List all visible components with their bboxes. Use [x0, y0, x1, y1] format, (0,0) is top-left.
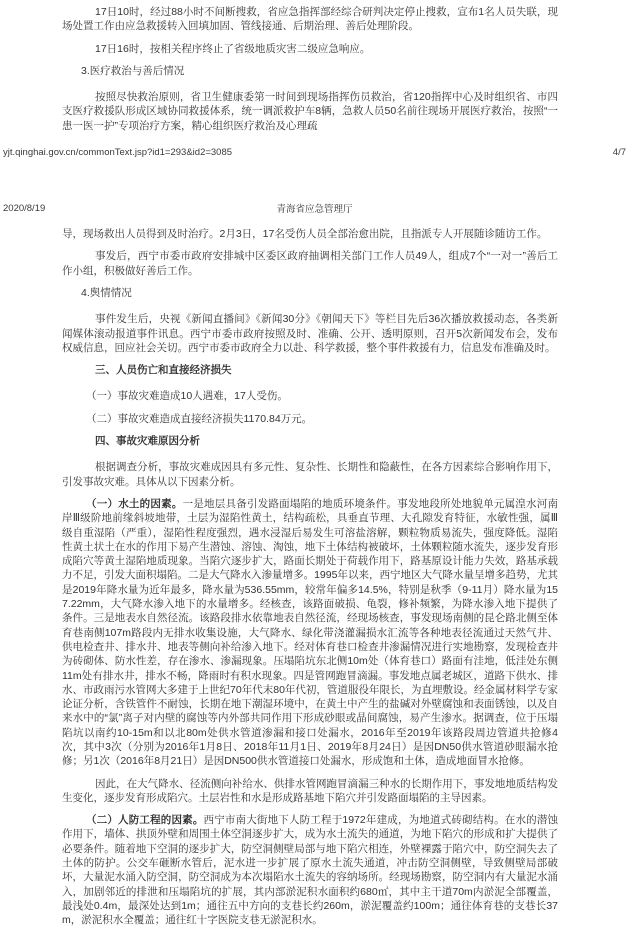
paragraph-casualty-count: （一）事故灾难造成10人遇难，17人受伤。	[86, 390, 288, 403]
paragraph-lead-civil-defense: （二）人防工程的因素。	[86, 814, 204, 827]
footer-page-number: 4/7	[612, 147, 626, 159]
paragraph-text-water-soil: 一是地层具备引发路面塌陷的地质环境条件。事发地段所处地貌单元属湟水河南岸Ⅲ级阶地前缘斜坡地带，土层为湿陷性黄土，结构疏松，具垂直节理、大孔隙发育特征，水敏性强，属Ⅲ级自重湿陷（严重），湿陷性程度强烈，遇水浸湿后易发生可溶盐溶解，颗粒物质易流失，强度降低。湿陷性黄土状土在水的作用下易产生潜蚀、溶蚀、淘蚀，地下土体结构被破坏，土体颗粒随水流失，逐步发育形成陷穴等黄土湿陷地质现象。当陷穴逐步扩大，路面长期处于荷载作用下，路基原设计能力失效，路基承载力不足，引发大面积塌陷。二是大气降水入渗量增多。1995年以来，西宁地区大气降水量呈增多趋势，尤其是2019年降水量为近年最多，降水量为536.55mm，较常年偏多14.5%，特别是秋季（9-11月）降水量为157.22mm，大气降水渗入地下的水量增多。经核查，该路面破损、龟裂，修补频繁，为降水渗入地下提供了条件。三是地表水自然径流。该路段排水依靠地表自然径流，经现场核查，事发现场南侧的昆仑路北侧至体育巷南侧107m路段内无排水收集设施，大气降水、绿化带浇灌漏损水汇流等各种地表径流通过天然气井、供电检查井、排水井、地表等侧向补给渗入地下。经对体育巷口检查井渗漏情况进行实地勘察，发现检查井为砖砌体、防水性差，存在渗水、渗漏现象。压塌陷坑东北侧10m处（体育巷口）路面有洼地，低洼处东侧11m处有排水井，排水不畅，降雨时有积水现象。四是管网跑冒滴漏。事发地点属老城区，道路下供水、排水、市政雨污水管网大多建于上世纪70年代末80年代初，管道服役年限长，为直埋敷设。经金属材料学专家论证分析，含铁管件不耐蚀，长期在地下潮湿环境中，在黄土中产生的盐碱对外壁腐蚀和表面锈蚀，以及自来水中的“氯”离子对内壁的腐蚀等内外部共同作用下形成砂眼或晶间腐蚀，易产生渗水。据调查，位于压塌陷坑以南约10-15m和以北80m处供水管道渗漏和接口处漏水，2016年至2019年该路段周边管道共抢修4次，其中3次（分别为2016年1月8日、2018年11月1日、2019年8月24日）是因DN50供水管道砂眼漏水抢修；另1次（2016年8月21日）是因DN500供水管道接口处漏水，形成饱和土体，造成地面冒水抢修。	[62, 497, 558, 768]
paragraph-analysis-intro: 根据调查分析，事故灾难成因具有多元性、复杂性、长期性和隐蔽性，在各方因素综合影响作用下，引发事故灾难。具体从以下因素分析。	[62, 461, 558, 488]
section-heading-casualties: 三、人员伤亡和直接经济损失	[95, 364, 232, 377]
paragraph-lead-water-soil: （一）水土的因素。	[86, 497, 183, 510]
section-heading-cause-analysis: 四、事故灾难原因分析	[95, 435, 200, 448]
paragraph-medical-rescue: 按照尽快救治原则，省卫生健康委第一时间到现场指挥伤员救治，省120指挥中心及时组织省、市四支医疗救援队形成区域协同救援体系，统一调派救护车8辆，急救人员50名前往现场开展医疗救治，按照“一患一医一护”专项治疗方案，精心组织医疗救治及心理疏	[62, 91, 558, 132]
paragraph-stop-search: 17日10时，经过88小时不间断搜救，省应急指挥部经综合研判决定停止搜救，宣布1名人员失联，现场处置工作由应急救援转入回填加固、管线接通、后期治理、善后处理阶段。	[62, 6, 558, 33]
paragraph-civil-defense-factor	[62, 813, 558, 927]
paragraph-end-response: 17日16时，按相关程序终止了省级地质灾害二级应急响应。	[95, 42, 371, 55]
page-5-header	[0, 201, 635, 215]
page-4-bottom-content	[62, 5, 558, 133]
header-date: 2020/8/19	[3, 202, 46, 214]
paragraph-aftercare-groups: 事发后，西宁市委市政府安排城中区委区政府抽调相关部门工作人员49人，组成7个“一对一”善后工作小组，积极做好善后工作。	[62, 250, 558, 277]
footer-url: yjt.qinghai.gov.cn/commonText.jsp?id1=293&id2=3085	[3, 147, 233, 159]
page-4-footer	[0, 147, 635, 158]
section-heading-medical: 3.医疗救治与善后情况	[81, 64, 185, 77]
section-heading-public-opinion: 4.舆情情况	[81, 286, 132, 299]
paragraph-water-soil-factor	[62, 497, 558, 769]
paragraph-treatment-continued: 导，现场救出人员得到及时治疗。2月3日，17名受伤人员全部治愈出院，且指派专人开展随诊随访工作。	[62, 228, 548, 241]
paragraph-media-coverage: 事件发生后，央视《新闻直播间》《新闻30分》《朝闻天下》等栏目先后36次播放救援动态，各类新闻媒体滚动报道事件讯息。西宁市委市政府按照及时、准确、公开、透明原则，召开5次新闻发布会，发布权威信息，回应社会关切。西宁市委市政府全力以赴、科学救援，整个事件救援有力，信息发布准确及时。	[62, 313, 558, 354]
paragraph-text-civil-defense: 西宁市南大街地下人防工程于1972年建成，为地道式砖砌结构。在水的潜蚀作用下，墙体、拱顶外壁和周围土体空洞逐步扩大，成为水土流失的通道，为地下陷穴的形成和扩大提供了必要条件。随着地下空洞的逐步扩大，防空洞侧壁局部与地下陷穴相连，外壁裸露于陷穴中，防空洞失去了土体的防护。公交车砸断水管后，泥水进一步扩展了原水土流失通道，冲击防空洞侧壁，导致侧壁局部破坏，大量泥水涌入防空洞，防空洞成为本次塌陷水土流失的容纳场所。经现场勘察，防空洞内有大量泥水涌入，加剧邻近的排泄和压塌陷坑的扩展，其内部淤泥积水面积约680㎡，其中主干道70m内淤泥全部覆盖，最浅处0.4m，最深处达到1m；通往五中方向的支巷长约260m，淤泥覆盖约100m；通往体育巷的支巷长37m，淤泥积水全覆盖；通往红十字医院支巷无淤泥积水。	[62, 814, 559, 927]
page-5-content	[62, 227, 558, 927]
paragraph-conclusion-water: 因此，在大气降水、径流侧向补给水、供排水管网跑冒滴漏三种水的长期作用下，事发地地质结构发生变化，逐步发育形成陷穴。土层岩性和水是形成路基地下陷穴并引发路面塌陷的主导因素。	[62, 777, 558, 804]
paragraph-economic-loss: （二）事故灾难造成直接经济损失1170.84万元。	[86, 412, 313, 425]
header-title: 青海省应急管理厅	[276, 204, 353, 216]
